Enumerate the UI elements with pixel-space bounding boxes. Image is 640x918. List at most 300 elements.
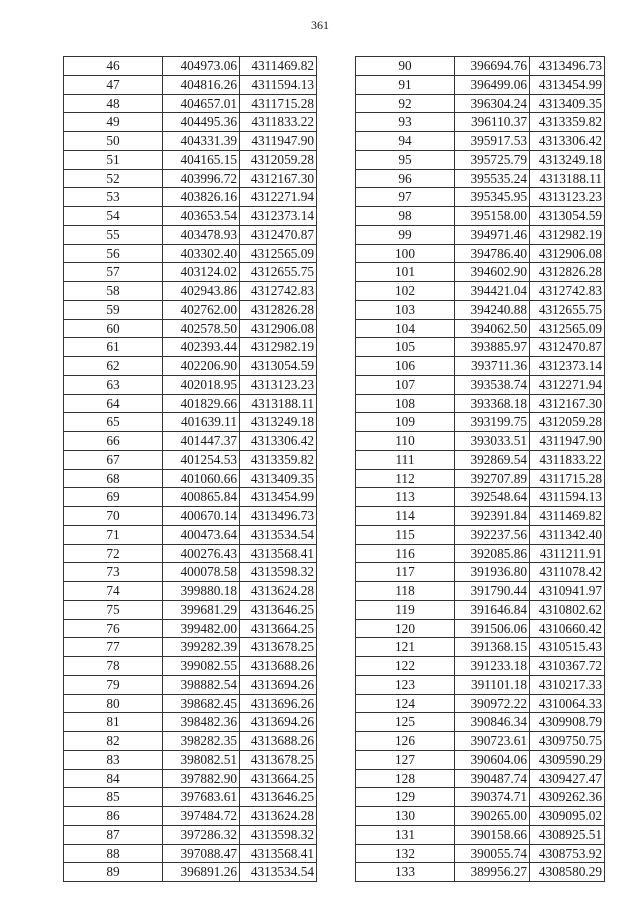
table-row <box>356 525 605 544</box>
x-coordinate-cell: 390972.22 <box>455 694 530 713</box>
y-coordinate-cell: 4312742.83 <box>530 282 605 301</box>
y-coordinate-cell: 4309590.29 <box>530 750 605 769</box>
x-coordinate-cell: 390604.06 <box>455 750 530 769</box>
y-coordinate-cell: 4312059.28 <box>530 413 605 432</box>
table-row <box>356 432 605 451</box>
point-number-cell: 77 <box>64 638 163 657</box>
x-coordinate-cell: 395725.79 <box>455 150 530 169</box>
x-coordinate-cell: 400276.43 <box>163 544 240 563</box>
y-coordinate-cell: 4311594.13 <box>240 75 317 94</box>
table-row <box>356 75 605 94</box>
table-row <box>356 657 605 676</box>
x-coordinate-cell: 397088.47 <box>163 844 240 863</box>
x-coordinate-cell: 391233.18 <box>455 657 530 676</box>
y-coordinate-cell: 4312655.75 <box>240 263 317 282</box>
y-coordinate-cell: 4312271.94 <box>240 188 317 207</box>
x-coordinate-cell: 393711.36 <box>455 357 530 376</box>
y-coordinate-cell: 4312906.08 <box>240 319 317 338</box>
y-coordinate-cell: 4311469.82 <box>240 57 317 76</box>
y-coordinate-cell: 4311594.13 <box>530 488 605 507</box>
point-number-cell: 57 <box>64 263 163 282</box>
x-coordinate-cell: 399880.18 <box>163 582 240 601</box>
table-row <box>64 225 317 244</box>
point-number-cell: 81 <box>64 713 163 732</box>
table-row <box>64 750 317 769</box>
point-number-cell: 63 <box>64 375 163 394</box>
point-number-cell: 49 <box>64 113 163 132</box>
x-coordinate-cell: 393199.75 <box>455 413 530 432</box>
point-number-cell: 91 <box>356 75 455 94</box>
point-number-cell: 50 <box>64 132 163 151</box>
x-coordinate-cell: 398282.35 <box>163 732 240 751</box>
table-row <box>356 300 605 319</box>
y-coordinate-cell: 4309427.47 <box>530 769 605 788</box>
x-coordinate-cell: 392237.56 <box>455 525 530 544</box>
point-number-cell: 120 <box>356 619 455 638</box>
point-number-cell: 101 <box>356 263 455 282</box>
y-coordinate-cell: 4313664.25 <box>240 769 317 788</box>
y-coordinate-cell: 4310660.42 <box>530 619 605 638</box>
point-number-cell: 116 <box>356 544 455 563</box>
y-coordinate-cell: 4312982.19 <box>530 225 605 244</box>
point-number-cell: 92 <box>356 94 455 113</box>
table-row <box>356 619 605 638</box>
table-row <box>64 432 317 451</box>
page-number: 361 <box>311 18 329 32</box>
table-row <box>356 244 605 263</box>
table-row <box>64 282 317 301</box>
point-number-cell: 102 <box>356 282 455 301</box>
table-row <box>356 150 605 169</box>
y-coordinate-cell: 4311947.90 <box>240 132 317 151</box>
y-coordinate-cell: 4312271.94 <box>530 375 605 394</box>
x-coordinate-cell: 403478.93 <box>163 225 240 244</box>
point-number-cell: 123 <box>356 675 455 694</box>
table-row <box>356 732 605 751</box>
table-row <box>64 582 317 601</box>
x-coordinate-cell: 392548.64 <box>455 488 530 507</box>
x-coordinate-cell: 403302.40 <box>163 244 240 263</box>
y-coordinate-cell: 4309908.79 <box>530 713 605 732</box>
point-number-cell: 64 <box>64 394 163 413</box>
table-row <box>64 657 317 676</box>
x-coordinate-cell: 395535.24 <box>455 169 530 188</box>
x-coordinate-cell: 399681.29 <box>163 600 240 619</box>
point-number-cell: 66 <box>64 432 163 451</box>
point-number-cell: 109 <box>356 413 455 432</box>
point-number-cell: 76 <box>64 619 163 638</box>
x-coordinate-cell: 393538.74 <box>455 375 530 394</box>
point-number-cell: 86 <box>64 807 163 826</box>
point-number-cell: 131 <box>356 825 455 844</box>
point-number-cell: 70 <box>64 507 163 526</box>
point-number-cell: 85 <box>64 788 163 807</box>
y-coordinate-cell: 4313688.26 <box>240 732 317 751</box>
table-row <box>356 469 605 488</box>
x-coordinate-cell: 390846.34 <box>455 713 530 732</box>
x-coordinate-cell: 402206.90 <box>163 357 240 376</box>
y-coordinate-cell: 4311833.22 <box>530 450 605 469</box>
x-coordinate-cell: 402943.86 <box>163 282 240 301</box>
x-coordinate-cell: 394786.40 <box>455 244 530 263</box>
x-coordinate-cell: 394971.46 <box>455 225 530 244</box>
table-row <box>356 169 605 188</box>
x-coordinate-cell: 390265.00 <box>455 807 530 826</box>
table-row <box>356 713 605 732</box>
table-row <box>356 188 605 207</box>
x-coordinate-cell: 398482.36 <box>163 713 240 732</box>
table-row <box>64 469 317 488</box>
point-number-cell: 113 <box>356 488 455 507</box>
table-row <box>356 582 605 601</box>
point-number-cell: 99 <box>356 225 455 244</box>
table-row <box>64 94 317 113</box>
y-coordinate-cell: 4308580.29 <box>530 863 605 882</box>
point-number-cell: 98 <box>356 207 455 226</box>
point-number-cell: 75 <box>64 600 163 619</box>
y-coordinate-cell: 4312470.87 <box>530 338 605 357</box>
point-number-cell: 94 <box>356 132 455 151</box>
x-coordinate-cell: 398682.45 <box>163 694 240 713</box>
x-coordinate-cell: 392391.84 <box>455 507 530 526</box>
y-coordinate-cell: 4313534.54 <box>240 525 317 544</box>
point-number-cell: 133 <box>356 863 455 882</box>
x-coordinate-cell: 394062.50 <box>455 319 530 338</box>
y-coordinate-cell: 4313664.25 <box>240 619 317 638</box>
table-row <box>356 488 605 507</box>
y-coordinate-cell: 4310064.33 <box>530 694 605 713</box>
point-number-cell: 52 <box>64 169 163 188</box>
table-row <box>64 544 317 563</box>
table-row <box>356 844 605 863</box>
point-number-cell: 106 <box>356 357 455 376</box>
point-number-cell: 78 <box>64 657 163 676</box>
x-coordinate-cell: 399282.39 <box>163 638 240 657</box>
table-row <box>64 825 317 844</box>
table-row <box>356 807 605 826</box>
y-coordinate-cell: 4312565.09 <box>530 319 605 338</box>
point-number-cell: 108 <box>356 394 455 413</box>
table-row <box>64 413 317 432</box>
x-coordinate-cell: 402018.95 <box>163 375 240 394</box>
point-number-cell: 73 <box>64 563 163 582</box>
y-coordinate-cell: 4313646.25 <box>240 600 317 619</box>
point-number-cell: 47 <box>64 75 163 94</box>
table-row <box>64 732 317 751</box>
y-coordinate-cell: 4313694.26 <box>240 713 317 732</box>
point-number-cell: 69 <box>64 488 163 507</box>
y-coordinate-cell: 4313123.23 <box>240 375 317 394</box>
point-number-cell: 104 <box>356 319 455 338</box>
y-coordinate-cell: 4312565.09 <box>240 244 317 263</box>
y-coordinate-cell: 4310941.97 <box>530 582 605 601</box>
x-coordinate-cell: 400865.84 <box>163 488 240 507</box>
table-row <box>356 132 605 151</box>
x-coordinate-cell: 399482.00 <box>163 619 240 638</box>
coordinate-table-left <box>63 56 317 882</box>
y-coordinate-cell: 4313249.18 <box>530 150 605 169</box>
table-row <box>356 675 605 694</box>
table-row <box>64 188 317 207</box>
table-row <box>64 207 317 226</box>
table-row <box>356 863 605 882</box>
table-row <box>356 282 605 301</box>
point-number-cell: 119 <box>356 600 455 619</box>
table-row <box>64 300 317 319</box>
x-coordinate-cell: 390055.74 <box>455 844 530 863</box>
y-coordinate-cell: 4311947.90 <box>530 432 605 451</box>
table-row <box>64 75 317 94</box>
x-coordinate-cell: 389956.27 <box>455 863 530 882</box>
y-coordinate-cell: 4313359.82 <box>530 113 605 132</box>
table-row <box>64 769 317 788</box>
y-coordinate-cell: 4312059.28 <box>240 150 317 169</box>
x-coordinate-cell: 404816.26 <box>163 75 240 94</box>
y-coordinate-cell: 4313624.28 <box>240 807 317 826</box>
x-coordinate-cell: 394240.88 <box>455 300 530 319</box>
table-row <box>356 750 605 769</box>
table-row <box>64 113 317 132</box>
table-row <box>64 169 317 188</box>
point-number-cell: 96 <box>356 169 455 188</box>
y-coordinate-cell: 4313624.28 <box>240 582 317 601</box>
table-row <box>64 713 317 732</box>
point-number-cell: 107 <box>356 375 455 394</box>
x-coordinate-cell: 390487.74 <box>455 769 530 788</box>
x-coordinate-cell: 391936.80 <box>455 563 530 582</box>
x-coordinate-cell: 404973.06 <box>163 57 240 76</box>
table-row <box>356 357 605 376</box>
x-coordinate-cell: 392869.54 <box>455 450 530 469</box>
table-row <box>356 694 605 713</box>
point-number-cell: 51 <box>64 150 163 169</box>
x-coordinate-cell: 393368.18 <box>455 394 530 413</box>
point-number-cell: 132 <box>356 844 455 863</box>
table-row <box>64 338 317 357</box>
table-row <box>356 450 605 469</box>
x-coordinate-cell: 404657.01 <box>163 94 240 113</box>
table-row <box>64 863 317 882</box>
point-number-cell: 84 <box>64 769 163 788</box>
table-row <box>356 338 605 357</box>
table-row <box>64 507 317 526</box>
point-number-cell: 72 <box>64 544 163 563</box>
y-coordinate-cell: 4313694.26 <box>240 675 317 694</box>
table-row <box>356 769 605 788</box>
x-coordinate-cell: 390374.71 <box>455 788 530 807</box>
x-coordinate-cell: 390723.61 <box>455 732 530 751</box>
x-coordinate-cell: 403826.16 <box>163 188 240 207</box>
point-number-cell: 46 <box>64 57 163 76</box>
point-number-cell: 48 <box>64 94 163 113</box>
point-number-cell: 118 <box>356 582 455 601</box>
x-coordinate-cell: 395917.53 <box>455 132 530 151</box>
x-coordinate-cell: 401639.11 <box>163 413 240 432</box>
y-coordinate-cell: 4313359.82 <box>240 450 317 469</box>
table-row <box>356 113 605 132</box>
table-row <box>356 207 605 226</box>
y-coordinate-cell: 4312742.83 <box>240 282 317 301</box>
coordinate-table-right <box>355 56 605 882</box>
y-coordinate-cell: 4310802.62 <box>530 600 605 619</box>
x-coordinate-cell: 397683.61 <box>163 788 240 807</box>
table-row <box>64 525 317 544</box>
table-row <box>356 507 605 526</box>
point-number-cell: 67 <box>64 450 163 469</box>
point-number-cell: 100 <box>356 244 455 263</box>
x-coordinate-cell: 390158.66 <box>455 825 530 844</box>
y-coordinate-cell: 4313123.23 <box>530 188 605 207</box>
y-coordinate-cell: 4313054.59 <box>530 207 605 226</box>
point-number-cell: 56 <box>64 244 163 263</box>
y-coordinate-cell: 4312906.08 <box>530 244 605 263</box>
x-coordinate-cell: 396694.76 <box>455 57 530 76</box>
x-coordinate-cell: 393885.97 <box>455 338 530 357</box>
table-row <box>356 638 605 657</box>
x-coordinate-cell: 398082.51 <box>163 750 240 769</box>
y-coordinate-cell: 4311342.40 <box>530 525 605 544</box>
y-coordinate-cell: 4313409.35 <box>240 469 317 488</box>
point-number-cell: 129 <box>356 788 455 807</box>
x-coordinate-cell: 404495.36 <box>163 113 240 132</box>
y-coordinate-cell: 4309262.36 <box>530 788 605 807</box>
x-coordinate-cell: 401254.53 <box>163 450 240 469</box>
y-coordinate-cell: 4313454.99 <box>530 75 605 94</box>
table-row <box>64 638 317 657</box>
x-coordinate-cell: 391506.06 <box>455 619 530 638</box>
y-coordinate-cell: 4312655.75 <box>530 300 605 319</box>
x-coordinate-cell: 396891.26 <box>163 863 240 882</box>
table-row <box>356 600 605 619</box>
y-coordinate-cell: 4313568.41 <box>240 844 317 863</box>
x-coordinate-cell: 391368.15 <box>455 638 530 657</box>
y-coordinate-cell: 4313688.26 <box>240 657 317 676</box>
y-coordinate-cell: 4313568.41 <box>240 544 317 563</box>
point-number-cell: 128 <box>356 769 455 788</box>
x-coordinate-cell: 400473.64 <box>163 525 240 544</box>
table-row <box>356 394 605 413</box>
y-coordinate-cell: 4312826.28 <box>240 300 317 319</box>
x-coordinate-cell: 391101.18 <box>455 675 530 694</box>
x-coordinate-cell: 401060.66 <box>163 469 240 488</box>
y-coordinate-cell: 4312982.19 <box>240 338 317 357</box>
x-coordinate-cell: 392085.86 <box>455 544 530 563</box>
y-coordinate-cell: 4312373.14 <box>240 207 317 226</box>
table-row <box>64 619 317 638</box>
y-coordinate-cell: 4313598.32 <box>240 563 317 582</box>
table-row <box>64 394 317 413</box>
x-coordinate-cell: 404165.15 <box>163 150 240 169</box>
table-row <box>356 544 605 563</box>
point-number-cell: 79 <box>64 675 163 694</box>
x-coordinate-cell: 400670.14 <box>163 507 240 526</box>
y-coordinate-cell: 4313409.35 <box>530 94 605 113</box>
y-coordinate-cell: 4313696.26 <box>240 694 317 713</box>
point-number-cell: 83 <box>64 750 163 769</box>
point-number-cell: 82 <box>64 732 163 751</box>
y-coordinate-cell: 4313534.54 <box>240 863 317 882</box>
point-number-cell: 111 <box>356 450 455 469</box>
x-coordinate-cell: 402393.44 <box>163 338 240 357</box>
y-coordinate-cell: 4313306.42 <box>530 132 605 151</box>
point-number-cell: 71 <box>64 525 163 544</box>
y-coordinate-cell: 4313646.25 <box>240 788 317 807</box>
y-coordinate-cell: 4310367.72 <box>530 657 605 676</box>
point-number-cell: 68 <box>64 469 163 488</box>
y-coordinate-cell: 4313306.42 <box>240 432 317 451</box>
point-number-cell: 74 <box>64 582 163 601</box>
y-coordinate-cell: 4310515.43 <box>530 638 605 657</box>
x-coordinate-cell: 402578.50 <box>163 319 240 338</box>
y-coordinate-cell: 4312167.30 <box>240 169 317 188</box>
y-coordinate-cell: 4313678.25 <box>240 750 317 769</box>
table-row <box>356 788 605 807</box>
table-row <box>64 150 317 169</box>
table-row <box>356 563 605 582</box>
table-row <box>356 225 605 244</box>
x-coordinate-cell: 399082.55 <box>163 657 240 676</box>
point-number-cell: 61 <box>64 338 163 357</box>
point-number-cell: 89 <box>64 863 163 882</box>
x-coordinate-cell: 403996.72 <box>163 169 240 188</box>
table-row <box>356 375 605 394</box>
y-coordinate-cell: 4313678.25 <box>240 638 317 657</box>
x-coordinate-cell: 394421.04 <box>455 282 530 301</box>
y-coordinate-cell: 4313496.73 <box>530 57 605 76</box>
point-number-cell: 103 <box>356 300 455 319</box>
y-coordinate-cell: 4311469.82 <box>530 507 605 526</box>
table-row <box>64 694 317 713</box>
table-row <box>356 825 605 844</box>
point-number-cell: 97 <box>356 188 455 207</box>
point-number-cell: 60 <box>64 319 163 338</box>
table-row <box>64 244 317 263</box>
table-body <box>356 57 605 882</box>
table-row <box>64 375 317 394</box>
x-coordinate-cell: 400078.58 <box>163 563 240 582</box>
y-coordinate-cell: 4308753.92 <box>530 844 605 863</box>
y-coordinate-cell: 4313496.73 <box>240 507 317 526</box>
x-coordinate-cell: 397286.32 <box>163 825 240 844</box>
table-row <box>356 57 605 76</box>
y-coordinate-cell: 4311211.91 <box>530 544 605 563</box>
point-number-cell: 130 <box>356 807 455 826</box>
y-coordinate-cell: 4312470.87 <box>240 225 317 244</box>
point-number-cell: 53 <box>64 188 163 207</box>
table-row <box>64 563 317 582</box>
table-row <box>64 132 317 151</box>
x-coordinate-cell: 396304.24 <box>455 94 530 113</box>
x-coordinate-cell: 395158.00 <box>455 207 530 226</box>
table-row <box>64 788 317 807</box>
point-number-cell: 127 <box>356 750 455 769</box>
table-row <box>64 844 317 863</box>
point-number-cell: 95 <box>356 150 455 169</box>
point-number-cell: 55 <box>64 225 163 244</box>
x-coordinate-cell: 395345.95 <box>455 188 530 207</box>
point-number-cell: 112 <box>356 469 455 488</box>
x-coordinate-cell: 393033.51 <box>455 432 530 451</box>
y-coordinate-cell: 4311715.28 <box>240 94 317 113</box>
table-row <box>356 94 605 113</box>
y-coordinate-cell: 4312826.28 <box>530 263 605 282</box>
table-row <box>64 488 317 507</box>
y-coordinate-cell: 4313188.11 <box>240 394 317 413</box>
x-coordinate-cell: 391646.84 <box>455 600 530 619</box>
point-number-cell: 80 <box>64 694 163 713</box>
point-number-cell: 105 <box>356 338 455 357</box>
x-coordinate-cell: 403653.54 <box>163 207 240 226</box>
